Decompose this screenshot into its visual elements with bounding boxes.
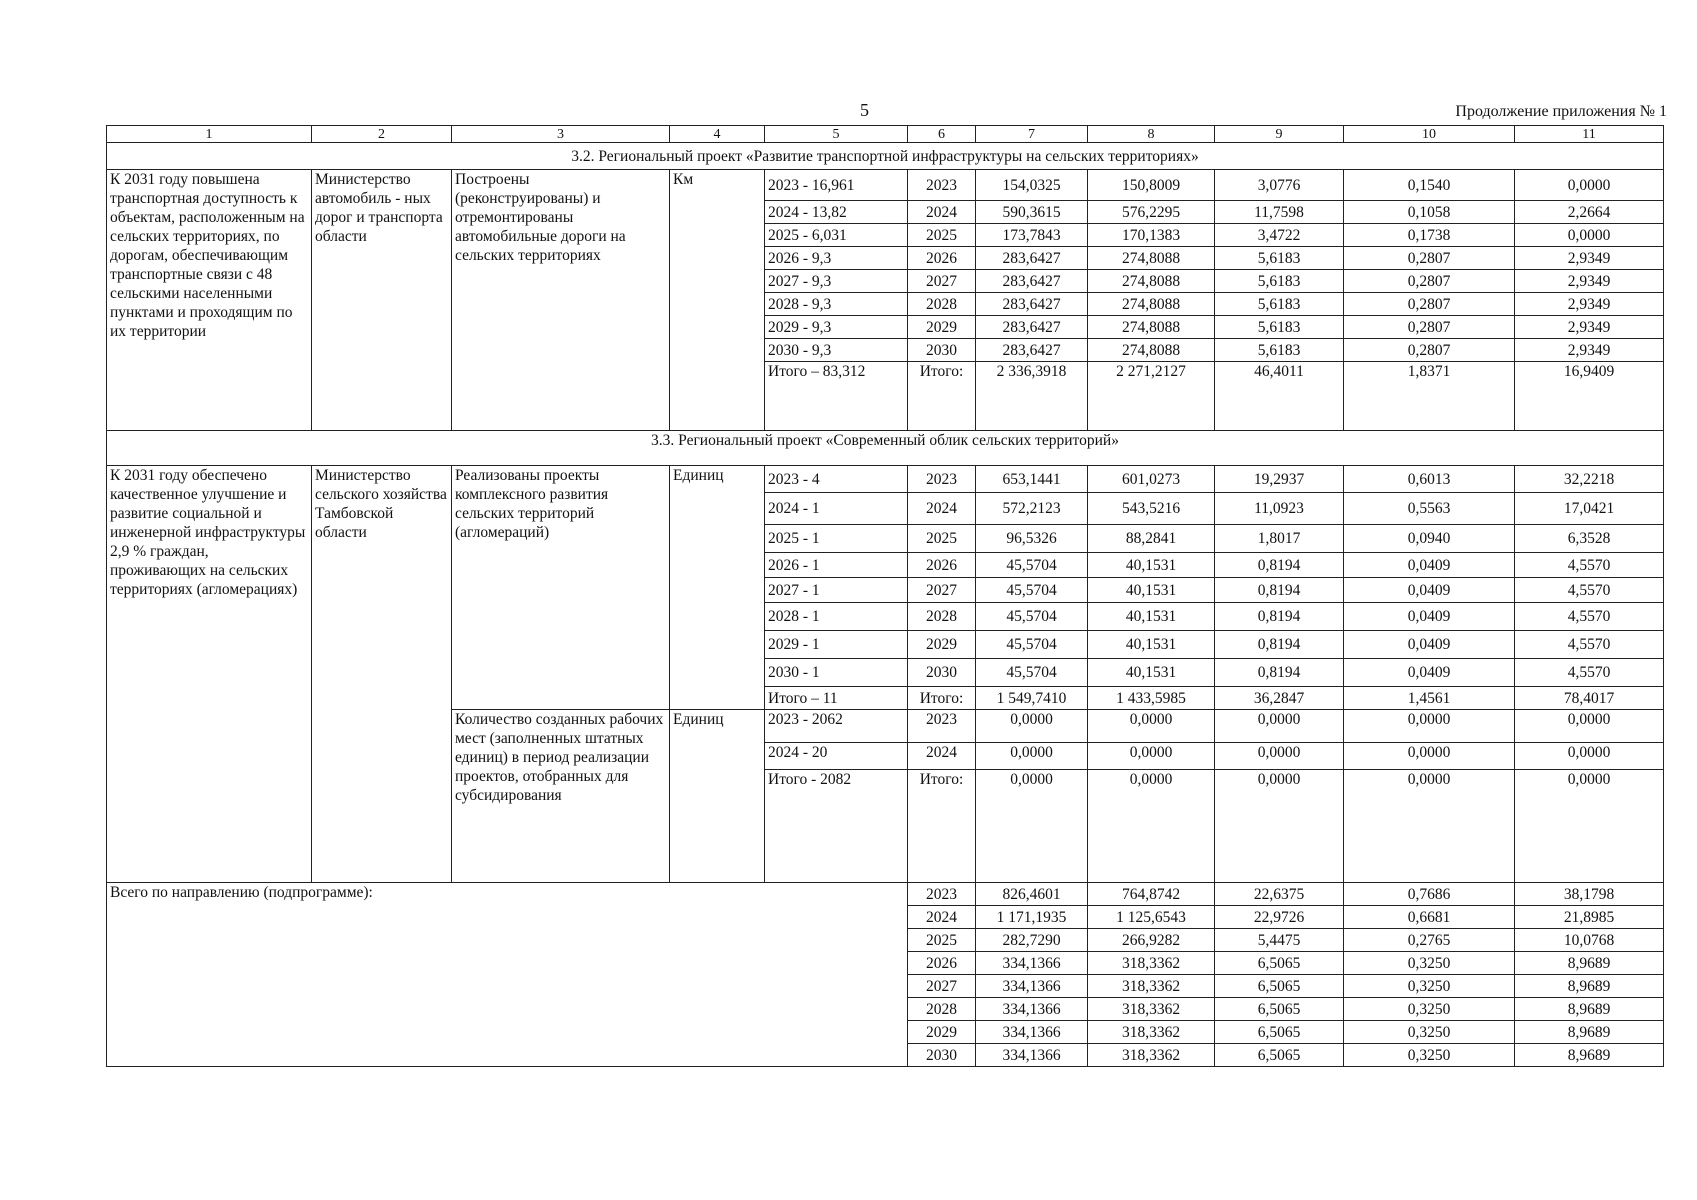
value-c10: 0,2807 (1344, 270, 1515, 293)
value-c10: 0,6013 (1344, 466, 1515, 493)
total-c10: 1,4561 (1344, 687, 1515, 710)
unit-cell: Единиц (670, 710, 765, 883)
value-c9: 3,4722 (1215, 224, 1344, 247)
summary-c9: 6,5065 (1215, 1044, 1344, 1067)
total-c6: Итого: (908, 687, 976, 710)
appendix-table (106, 125, 1664, 1067)
value-c9: 0,0000 (1215, 743, 1344, 770)
total-c11: 78,4017 (1515, 687, 1664, 710)
value-c6: 2023 (908, 710, 976, 743)
value-c9: 11,0923 (1215, 493, 1344, 525)
summary-row (107, 883, 1664, 906)
value-c6: 2026 (908, 247, 976, 270)
value-c7: 590,3615 (976, 201, 1088, 224)
value-c6: 2030 (908, 339, 976, 362)
value-c9: 0,8194 (1215, 659, 1344, 687)
total-label: Итого - 2082 (765, 770, 908, 883)
value-c11: 4,5570 (1515, 659, 1664, 687)
summary-c11: 21,8985 (1515, 906, 1664, 929)
total-c7: 0,0000 (976, 770, 1088, 883)
value-by-year: 2027 - 9,3 (765, 270, 908, 293)
value-c6: 2029 (908, 631, 976, 659)
total-c9: 0,0000 (1215, 770, 1344, 883)
column-number: 8 (1088, 126, 1215, 143)
value-by-year: 2025 - 6,031 (765, 224, 908, 247)
value-c9: 5,6183 (1215, 293, 1344, 316)
summary-c6: 2028 (908, 998, 976, 1021)
value-c7: 173,7843 (976, 224, 1088, 247)
value-c10: 0,1738 (1344, 224, 1515, 247)
value-c9: 3,0776 (1215, 170, 1344, 201)
value-c11: 6,3528 (1515, 525, 1664, 553)
value-c11: 4,5570 (1515, 603, 1664, 631)
value-c6: 2023 (908, 170, 976, 201)
total-c10: 1,8371 (1344, 362, 1515, 431)
value-c8: 274,8088 (1088, 247, 1215, 270)
value-by-year: 2027 - 1 (765, 578, 908, 603)
summary-c6: 2029 (908, 1021, 976, 1044)
value-c8: 543,5216 (1088, 493, 1215, 525)
summary-c7: 1 171,1935 (976, 906, 1088, 929)
column-number: 9 (1215, 126, 1344, 143)
summary-c11: 38,1798 (1515, 883, 1664, 906)
value-c9: 0,8194 (1215, 631, 1344, 659)
summary-c11: 10,0768 (1515, 929, 1664, 952)
total-c8: 1 433,5985 (1088, 687, 1215, 710)
value-c7: 45,5704 (976, 659, 1088, 687)
value-c8: 0,0000 (1088, 710, 1215, 743)
summary-c6: 2030 (908, 1044, 976, 1067)
value-c8: 274,8088 (1088, 316, 1215, 339)
value-by-year: 2029 - 1 (765, 631, 908, 659)
value-c10: 0,0409 (1344, 578, 1515, 603)
value-c9: 0,8194 (1215, 578, 1344, 603)
total-c9: 36,2847 (1215, 687, 1344, 710)
value-c9: 5,6183 (1215, 316, 1344, 339)
total-c7: 1 549,7410 (976, 687, 1088, 710)
summary-label: Всего по направлению (подпрограмме): (107, 883, 908, 1067)
total-c10: 0,0000 (1344, 770, 1515, 883)
value-c11: 0,0000 (1515, 224, 1664, 247)
value-c10: 0,1058 (1344, 201, 1515, 224)
summary-c11: 8,9689 (1515, 998, 1664, 1021)
value-c9: 5,6183 (1215, 339, 1344, 362)
summary-c9: 6,5065 (1215, 975, 1344, 998)
value-c11: 0,0000 (1515, 710, 1664, 743)
column-number: 4 (670, 126, 765, 143)
value-by-year: 2023 - 2062 (765, 710, 908, 743)
value-c9: 0,0000 (1215, 710, 1344, 743)
value-c8: 150,8009 (1088, 170, 1215, 201)
value-c10: 0,5563 (1344, 493, 1515, 525)
value-by-year: 2023 - 4 (765, 466, 908, 493)
summary-c6: 2024 (908, 906, 976, 929)
continuation-label: Продолжение приложения № 1 (1455, 103, 1667, 120)
total-label: Итого – 83,312 (765, 362, 908, 431)
value-c10: 0,2807 (1344, 247, 1515, 270)
column-number: 1 (107, 126, 312, 143)
value-c6: 2025 (908, 224, 976, 247)
value-c11: 2,9349 (1515, 316, 1664, 339)
summary-c11: 8,9689 (1515, 1044, 1664, 1067)
column-number: 10 (1344, 126, 1515, 143)
value-c6: 2028 (908, 603, 976, 631)
summary-c10: 0,3250 (1344, 975, 1515, 998)
value-c6: 2028 (908, 293, 976, 316)
column-number: 6 (908, 126, 976, 143)
total-c9: 46,4011 (1215, 362, 1344, 431)
total-c11: 0,0000 (1515, 770, 1664, 883)
value-c10: 0,0409 (1344, 631, 1515, 659)
total-c8: 2 271,2127 (1088, 362, 1215, 431)
summary-c8: 318,3362 (1088, 975, 1215, 998)
value-c6: 2024 (908, 201, 976, 224)
table-row (107, 170, 1664, 201)
value-by-year: 2024 - 1 (765, 493, 908, 525)
value-c6: 2025 (908, 525, 976, 553)
value-c6: 2027 (908, 578, 976, 603)
total-label: Итого – 11 (765, 687, 908, 710)
value-c11: 0,0000 (1515, 170, 1664, 201)
value-c8: 0,0000 (1088, 743, 1215, 770)
summary-c10: 0,2765 (1344, 929, 1515, 952)
executor-cell: Министерство сельского хозяйства Тамбовской области (312, 466, 452, 883)
value-c8: 274,8088 (1088, 293, 1215, 316)
value-c11: 32,2218 (1515, 466, 1664, 493)
summary-c7: 334,1366 (976, 1021, 1088, 1044)
value-c6: 2023 (908, 466, 976, 493)
value-by-year: 2028 - 1 (765, 603, 908, 631)
value-by-year: 2029 - 9,3 (765, 316, 908, 339)
indicator-cell: Построены (реконструированы) и отремонтированы автомобильные дороги на сельских территориях (452, 170, 670, 431)
value-c11: 2,2664 (1515, 201, 1664, 224)
value-c10: 0,2807 (1344, 293, 1515, 316)
value-c10: 0,0940 (1344, 525, 1515, 553)
value-c8: 601,0273 (1088, 466, 1215, 493)
summary-c7: 826,4601 (976, 883, 1088, 906)
section-title-row (107, 431, 1664, 466)
section-33-title: 3.3. Региональный проект «Современный облик сельских территорий» (107, 431, 1664, 466)
value-c6: 2024 (908, 493, 976, 525)
value-c10: 0,0000 (1344, 743, 1515, 770)
value-c10: 0,0409 (1344, 553, 1515, 578)
unit-cell: Единиц (670, 466, 765, 710)
value-by-year: 2024 - 13,82 (765, 201, 908, 224)
value-c8: 40,1531 (1088, 659, 1215, 687)
value-c11: 4,5570 (1515, 578, 1664, 603)
total-c11: 16,9409 (1515, 362, 1664, 431)
value-c8: 40,1531 (1088, 553, 1215, 578)
value-by-year: 2030 - 1 (765, 659, 908, 687)
value-c8: 88,2841 (1088, 525, 1215, 553)
summary-c8: 318,3362 (1088, 998, 1215, 1021)
value-c9: 1,8017 (1215, 525, 1344, 553)
value-c7: 45,5704 (976, 603, 1088, 631)
value-c11: 0,0000 (1515, 743, 1664, 770)
column-numbers-row (107, 126, 1664, 143)
value-c7: 283,6427 (976, 270, 1088, 293)
summary-c8: 318,3362 (1088, 1021, 1215, 1044)
indicator-cell: Реализованы проекты комплексного развития сельских территорий (агломераций) (452, 466, 670, 710)
value-c10: 0,2807 (1344, 339, 1515, 362)
value-by-year: 2028 - 9,3 (765, 293, 908, 316)
executor-cell: Министерство автомобиль - ных дорог и транспорта области (312, 170, 452, 431)
summary-c9: 22,9726 (1215, 906, 1344, 929)
value-c8: 274,8088 (1088, 339, 1215, 362)
summary-c7: 334,1366 (976, 952, 1088, 975)
indicator-cell: Количество созданных рабочих мест (заполненных штатных единиц) в период реализации проектов, отобранных для субсидирования (452, 710, 670, 883)
value-c8: 274,8088 (1088, 270, 1215, 293)
value-c7: 283,6427 (976, 293, 1088, 316)
total-c6: Итого: (908, 362, 976, 431)
unit-cell: Км (670, 170, 765, 431)
total-c8: 0,0000 (1088, 770, 1215, 883)
summary-c11: 8,9689 (1515, 952, 1664, 975)
summary-c11: 8,9689 (1515, 975, 1664, 998)
value-c9: 11,7598 (1215, 201, 1344, 224)
summary-c6: 2025 (908, 929, 976, 952)
value-c8: 40,1531 (1088, 603, 1215, 631)
value-c7: 0,0000 (976, 743, 1088, 770)
value-c10: 0,0409 (1344, 603, 1515, 631)
value-c9: 0,8194 (1215, 603, 1344, 631)
value-c6: 2027 (908, 270, 976, 293)
value-c11: 2,9349 (1515, 339, 1664, 362)
summary-c8: 318,3362 (1088, 952, 1215, 975)
value-by-year: 2030 - 9,3 (765, 339, 908, 362)
value-c11: 4,5570 (1515, 631, 1664, 659)
value-c6: 2030 (908, 659, 976, 687)
summary-c9: 6,5065 (1215, 952, 1344, 975)
column-number: 3 (452, 126, 670, 143)
summary-c9: 22,6375 (1215, 883, 1344, 906)
summary-c6: 2023 (908, 883, 976, 906)
column-number: 5 (765, 126, 908, 143)
value-c7: 45,5704 (976, 631, 1088, 659)
summary-c10: 0,3250 (1344, 1021, 1515, 1044)
value-c6: 2024 (908, 743, 976, 770)
summary-c7: 334,1366 (976, 975, 1088, 998)
value-c11: 17,0421 (1515, 493, 1664, 525)
value-by-year: 2026 - 1 (765, 553, 908, 578)
summary-c10: 0,3250 (1344, 1044, 1515, 1067)
total-c7: 2 336,3918 (976, 362, 1088, 431)
value-c7: 96,5326 (976, 525, 1088, 553)
summary-c11: 8,9689 (1515, 1021, 1664, 1044)
value-c7: 0,0000 (976, 710, 1088, 743)
value-c6: 2029 (908, 316, 976, 339)
value-c7: 45,5704 (976, 578, 1088, 603)
value-c7: 283,6427 (976, 247, 1088, 270)
value-by-year: 2024 - 20 (765, 743, 908, 770)
value-c10: 0,2807 (1344, 316, 1515, 339)
value-c8: 40,1531 (1088, 631, 1215, 659)
value-c9: 0,8194 (1215, 553, 1344, 578)
summary-c6: 2026 (908, 952, 976, 975)
summary-c10: 0,3250 (1344, 998, 1515, 1021)
summary-c8: 266,9282 (1088, 929, 1215, 952)
summary-c9: 5,4475 (1215, 929, 1344, 952)
value-c11: 4,5570 (1515, 553, 1664, 578)
summary-c7: 334,1366 (976, 998, 1088, 1021)
table-row (107, 466, 1664, 493)
column-number: 7 (976, 126, 1088, 143)
value-c11: 2,9349 (1515, 270, 1664, 293)
summary-c8: 764,8742 (1088, 883, 1215, 906)
summary-c10: 0,3250 (1344, 952, 1515, 975)
value-c7: 283,6427 (976, 339, 1088, 362)
value-c7: 283,6427 (976, 316, 1088, 339)
summary-c8: 1 125,6543 (1088, 906, 1215, 929)
summary-c7: 282,7290 (976, 929, 1088, 952)
value-c6: 2026 (908, 553, 976, 578)
value-c8: 170,1383 (1088, 224, 1215, 247)
value-c7: 45,5704 (976, 553, 1088, 578)
value-c7: 653,1441 (976, 466, 1088, 493)
goal-cell: К 2031 году обеспечено качественное улучшение и развитие социальной и инженерной инфраструктуры 2,9 % граждан, проживающих на сельских территориях (агломерациях) (107, 466, 312, 883)
column-number: 11 (1515, 126, 1664, 143)
value-c9: 19,2937 (1215, 466, 1344, 493)
summary-c10: 0,6681 (1344, 906, 1515, 929)
summary-c9: 6,5065 (1215, 998, 1344, 1021)
summary-c8: 318,3362 (1088, 1044, 1215, 1067)
goal-cell: К 2031 году повышена транспортная доступность к объектам, расположенным на сельских территориях, по дорогам, обеспечивающим транспортные связи с 48 сельскими населенными пунктами и проходящим по их территории (107, 170, 312, 431)
value-c9: 5,6183 (1215, 247, 1344, 270)
summary-c9: 6,5065 (1215, 1021, 1344, 1044)
value-c9: 5,6183 (1215, 270, 1344, 293)
value-c8: 576,2295 (1088, 201, 1215, 224)
value-c10: 0,0000 (1344, 710, 1515, 743)
value-by-year: 2026 - 9,3 (765, 247, 908, 270)
value-by-year: 2025 - 1 (765, 525, 908, 553)
summary-c7: 334,1366 (976, 1044, 1088, 1067)
value-c7: 154,0325 (976, 170, 1088, 201)
column-number: 2 (312, 126, 452, 143)
section-title-row (107, 143, 1664, 170)
page-number: 5 (860, 100, 869, 120)
value-c11: 2,9349 (1515, 247, 1664, 270)
total-c6: Итого: (908, 770, 976, 883)
value-c8: 40,1531 (1088, 578, 1215, 603)
value-c10: 0,1540 (1344, 170, 1515, 201)
summary-c6: 2027 (908, 975, 976, 998)
value-c7: 572,2123 (976, 493, 1088, 525)
value-c11: 2,9349 (1515, 293, 1664, 316)
value-by-year: 2023 - 16,961 (765, 170, 908, 201)
value-c10: 0,0409 (1344, 659, 1515, 687)
section-32-title: 3.2. Региональный проект «Развитие транспортной инфраструктуры на сельских территориях» (107, 143, 1664, 170)
summary-c10: 0,7686 (1344, 883, 1515, 906)
